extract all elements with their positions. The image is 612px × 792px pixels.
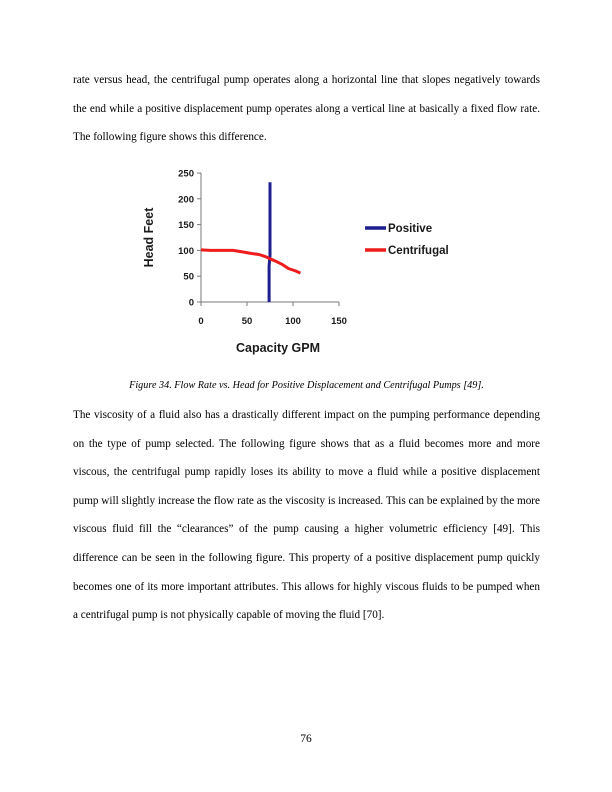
legend-label-centrifugal: Centrifugal xyxy=(388,245,449,257)
series-line-positive xyxy=(269,182,270,302)
figure-flow-vs-head xyxy=(140,165,480,365)
y-tick-label: 200 xyxy=(178,194,194,206)
figure-caption: Figure 34. Flow Rate vs. Head for Positive Displacement and Centrifugal Pumps [49]. xyxy=(129,380,484,391)
y-tick-label: 150 xyxy=(178,220,194,232)
x-axis-title: Capacity GPM xyxy=(235,341,321,355)
page-number: 76 xyxy=(300,733,312,745)
body-paragraph: The viscosity of a fluid also has a drastically different impact on the pumping performance depending on the type of pump selected. The following figure shows that as a fluid becomes more and more viscous, the centrifugal pump rapidly loses its ability to move a fluid while a positive displacement pump will slightly increase the flow rate as the viscosity is increased. This can be explained by the more viscous fluid fill the “clearances” of the pump causing a higher volumetric efficiency [49]. This difference can be seen in the following figure. This property of a positive displacement pump quickly becomes one of its more important attributes. This allows for highly viscous fluids to be pumped when a centrifugal pump is not physically capable of moving the fluid [70]. xyxy=(73,409,540,622)
y-tick-label: 50 xyxy=(183,271,194,283)
x-tick-label: 0 xyxy=(198,316,204,327)
x-tick-label: 100 xyxy=(285,316,301,327)
y-axis-title: Head Feet xyxy=(142,207,156,268)
x-tick-label: 50 xyxy=(241,316,253,327)
y-tick-label: 0 xyxy=(188,297,194,309)
y-tick-label: 250 xyxy=(178,168,194,180)
body-paragraph: rate versus head, the centrifugal pump operates along a horizontal line that slopes negatively towards the end while a positive displacement pump operates along a vertical line at basically a fixed flow rate. The following figure shows this difference. xyxy=(73,74,540,144)
y-tick-label: 100 xyxy=(178,245,194,257)
flow-head-chart xyxy=(140,165,480,365)
x-tick-label: 150 xyxy=(331,316,347,327)
legend-label-positive: Positive xyxy=(388,223,433,235)
series-line-centrifugal xyxy=(201,250,300,273)
